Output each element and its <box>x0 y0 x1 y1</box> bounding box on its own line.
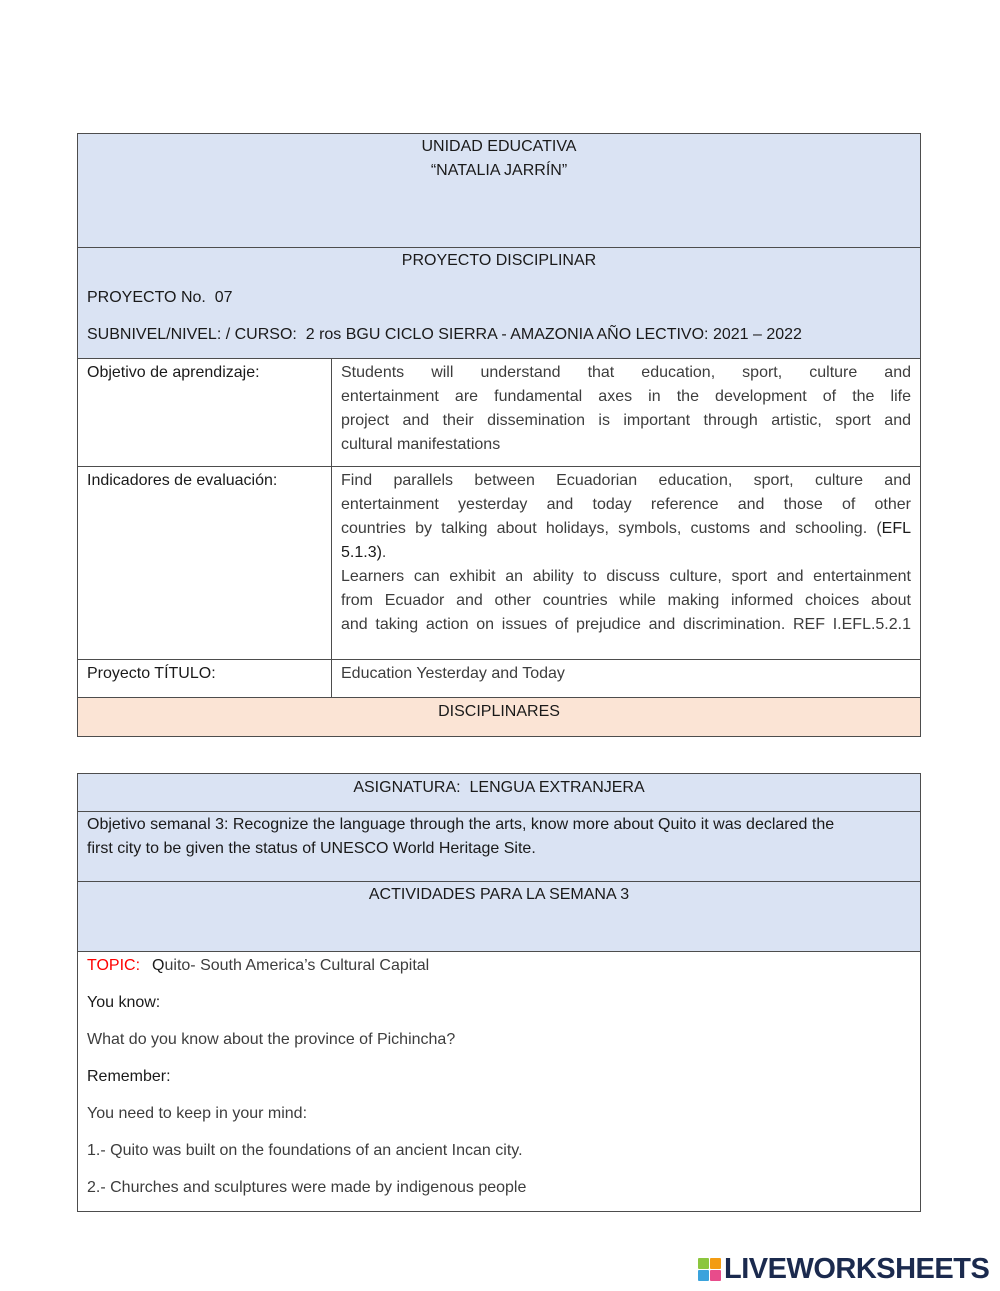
you-know-label: You know: <box>87 994 161 1011</box>
weekly-objective-line: Objetivo semanal 3: Recognize the language through the arts, know more about Quito it was declared the <box>87 816 835 833</box>
course-info: SUBNIVEL/NIVEL: / CURSO: 2 ros BGU CICLO SIERRA - AMAZONIA AÑO LECTIVO: 2021 – 2022 <box>87 326 802 343</box>
logo-tile <box>698 1270 709 1281</box>
learning-objective-line: Students will understand that education, sport, culture and <box>341 364 911 381</box>
learning-objective-line: entertainment are fundamental axes in the development of the life <box>341 388 911 405</box>
liveworksheets-logo <box>698 1253 989 1285</box>
indicator-line-text: countries by talking about holidays, symbols, customs and schooling. ( <box>341 520 882 537</box>
indicator-line: from Ecuador and other countries while making informed choices about <box>341 592 911 609</box>
learning-objective-line: cultural manifestations <box>341 436 501 453</box>
indicator-standard-code: EFL <box>881 520 911 537</box>
disciplinares-row <box>78 698 920 737</box>
indicator-line: Learners can exhibit an ability to discuss culture, sport and entertainment <box>341 568 911 585</box>
weekly-objective-row <box>78 812 920 882</box>
project-title-value: Education Yesterday and Today <box>341 665 565 682</box>
evaluation-indicators-label: Indicadores de evaluación: <box>78 467 332 659</box>
learning-objective-text <box>332 359 920 466</box>
school-header-row <box>78 134 920 248</box>
indicator-line-text: . <box>381 544 387 561</box>
indicator-standard-code: 5.1.3) <box>341 544 382 561</box>
project-heading: PROYECTO DISCIPLINAR <box>401 252 597 269</box>
activities-heading: ACTIVIDADES PARA LA SEMANA 3 <box>368 886 630 903</box>
liveworksheets-tiles-icon <box>698 1258 721 1281</box>
indicator-line <box>341 517 911 541</box>
you-know-question: What do you know about the province of Pichincha? <box>87 1031 456 1048</box>
project-header-table <box>77 133 921 737</box>
evaluation-indicators-row <box>78 467 920 660</box>
activities-heading-row <box>78 882 920 952</box>
project-number: PROYECTO No. 07 <box>87 289 233 306</box>
evaluation-indicators-text <box>332 467 920 659</box>
school-name-line2: “NATALIA JARRÍN” <box>430 162 568 179</box>
project-title-row <box>78 660 920 698</box>
subject-activities-table <box>77 773 921 1212</box>
disciplinares-label: DISCIPLINARES <box>438 703 560 720</box>
topic-line <box>87 954 911 978</box>
learning-objective-label: Objetivo de aprendizaje: <box>78 359 332 466</box>
topic-initial: Q <box>152 957 165 974</box>
remember-item: 2.- Churches and sculptures were made by indigenous people <box>87 1179 527 1196</box>
indicator-line <box>341 541 911 565</box>
school-name-line1: UNIDAD EDUCATIVA <box>421 138 577 155</box>
indicator-line: and taking action on issues of prejudice and discrimination. REF I.EFL.5.2.1 <box>341 616 911 633</box>
activities-content-row <box>78 952 920 1212</box>
logo-tile <box>710 1258 721 1269</box>
indicator-line: Find parallels between Ecuadorian education, sport, culture and <box>341 472 911 489</box>
remember-label: Remember: <box>87 1068 171 1085</box>
weekly-objective-line: first city to be given the status of UNESCO World Heritage Site. <box>87 840 536 857</box>
project-title-label: Proyecto TÍTULO: <box>78 660 332 697</box>
subject-label: ASIGNATURA: LENGUA EXTRANJERA <box>353 779 645 796</box>
indicator-line: entertainment yesterday and today reference and those of other <box>341 496 911 513</box>
learning-objective-row <box>78 359 920 467</box>
project-info-row <box>78 248 920 359</box>
remember-item: 1.- Quito was built on the foundations of an ancient Incan city. <box>87 1142 523 1159</box>
liveworksheets-logo-text: LIVEWORKSHEETS <box>724 1253 990 1285</box>
learning-objective-line: project and their dissemination is important through artistic, sport and <box>341 412 911 429</box>
subject-row <box>78 774 920 812</box>
remember-intro: You need to keep in your mind: <box>87 1105 308 1122</box>
logo-tile <box>710 1270 721 1281</box>
topic-label: TOPIC: <box>87 957 141 974</box>
logo-tile <box>698 1258 709 1269</box>
topic-title: uito- South America’s Cultural Capital <box>164 957 430 974</box>
